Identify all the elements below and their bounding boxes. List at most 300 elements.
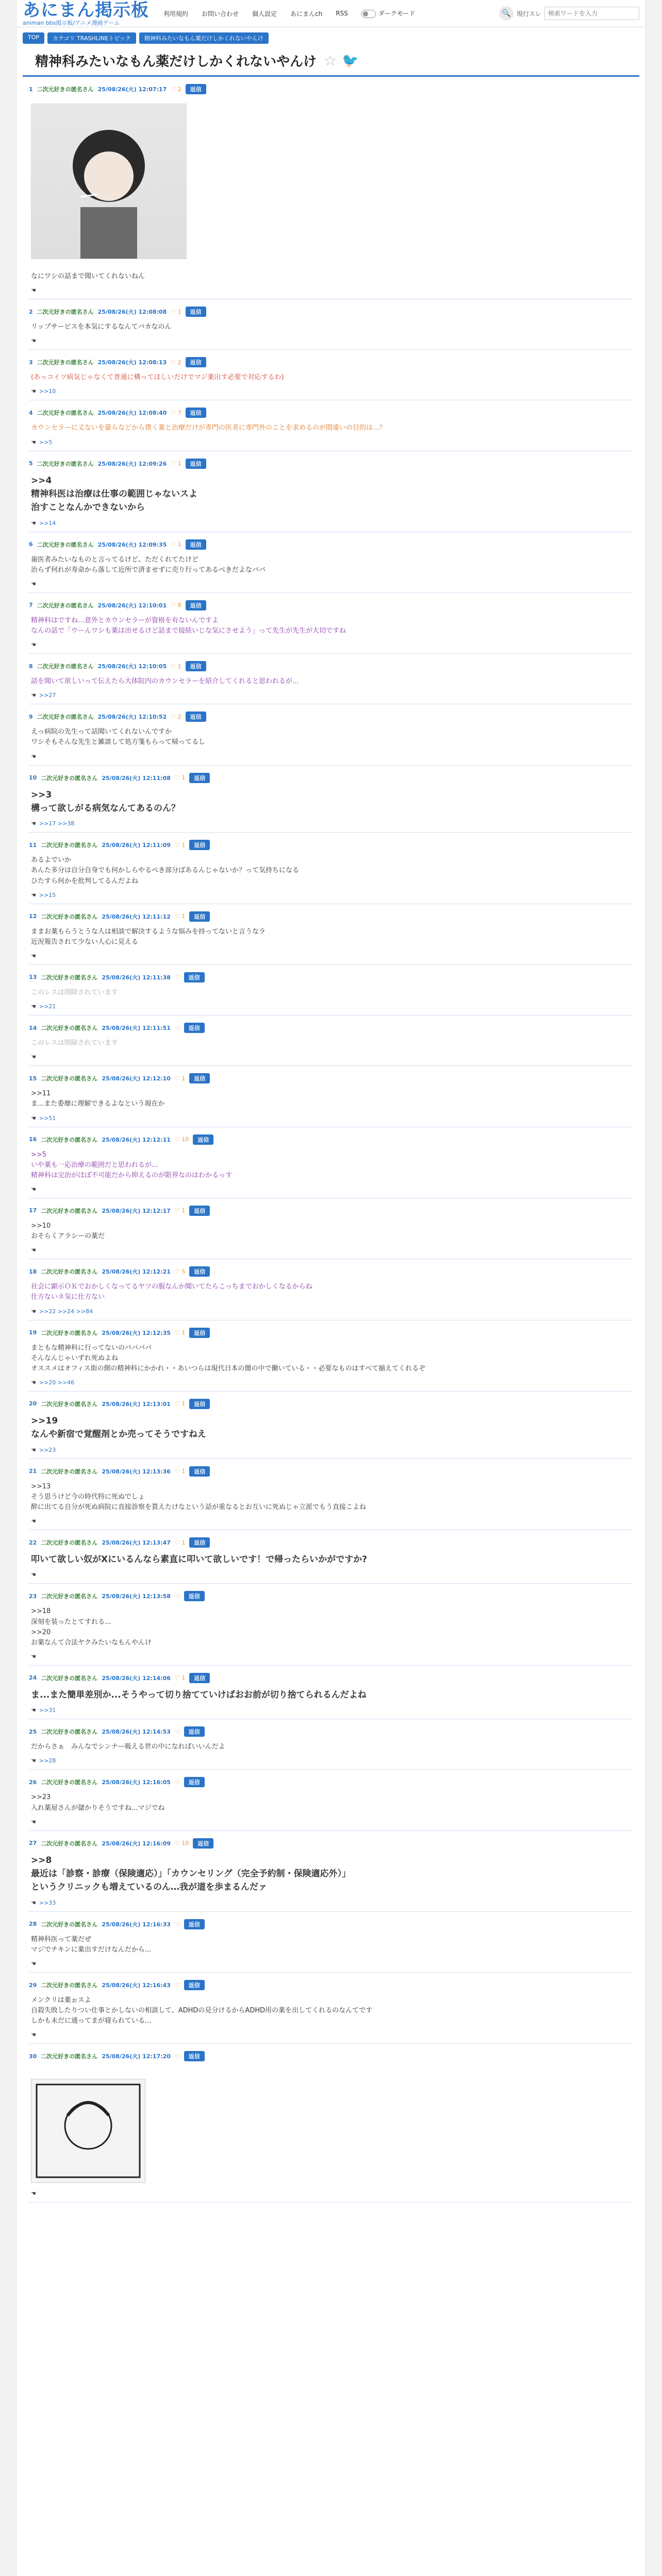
post-date: 25/08/26(火) 12:12:10: [102, 1075, 171, 1082]
like-icon[interactable]: ♡: [174, 1778, 180, 1786]
reply-button[interactable]: 返信: [186, 600, 206, 611]
post-date: 25/08/26(火) 12:10:05: [97, 663, 167, 670]
reply-hand-icon[interactable]: ☚: [31, 2031, 36, 2039]
post-footer: [29, 388, 633, 400]
post-number[interactable]: 18: [29, 1268, 37, 1275]
reply-hand-icon[interactable]: ☚: [31, 891, 36, 899]
post-meta: [29, 84, 633, 94]
reply-hand-icon[interactable]: ☚: [31, 753, 36, 760]
post-author: 二次元好きの匿名さん: [37, 541, 94, 548]
breadcrumb-top[interactable]: TOP: [23, 32, 44, 44]
post-number[interactable]: 1: [29, 86, 33, 93]
breadcrumb: [16, 27, 646, 49]
breadcrumb-category[interactable]: カテゴリ TRASHLINEトピック: [47, 32, 136, 44]
post-meta: [29, 1673, 633, 1683]
reply-hand-icon[interactable]: ☚: [31, 1003, 36, 1010]
post-date: 25/08/26(火) 12:11:12: [102, 913, 171, 920]
post: [29, 833, 633, 904]
post: [29, 532, 633, 593]
post-body: まともな精神科に行ってないのババババ そんなんじゃいずれ死ぬよね オススメはオフィス街の側の精神科にかかれ・・あいつらは現代日本の闇の中で働いている・・必要なものはすべて揃えてくれるぞ: [31, 1344, 426, 1372]
post-footer: [29, 753, 633, 765]
toggle-icon: [361, 10, 376, 18]
post-date: 25/08/26(火) 12:16:43: [102, 1982, 171, 1989]
post-number[interactable]: 29: [29, 1981, 37, 1989]
favorite-star-icon[interactable]: ☆: [324, 52, 337, 69]
like-icon[interactable]: ♡ 2: [171, 359, 181, 366]
post: [29, 965, 633, 1015]
post-author: 二次元好きの匿名さん: [37, 714, 94, 721]
post-author: 二次元好きの匿名さん: [41, 1329, 98, 1336]
like-icon[interactable]: ♡ 1: [171, 663, 181, 670]
post-date: 25/08/26(火) 12:14:06: [102, 1674, 171, 1682]
reply-button[interactable]: 返信: [184, 972, 205, 982]
reply-button[interactable]: 返信: [189, 1399, 210, 1409]
like-icon[interactable]: ♡ 2: [171, 713, 181, 720]
post-author: 二次元好きの匿名さん: [41, 913, 98, 920]
logo-title: あにまん掲示板: [23, 0, 149, 21]
like-icon[interactable]: ♡ 1: [174, 1329, 186, 1336]
post-number[interactable]: 20: [29, 1400, 37, 1408]
post-meta: [29, 1134, 633, 1145]
like-icon[interactable]: ♡: [174, 974, 180, 981]
reply-hand-icon[interactable]: ☚: [31, 1308, 36, 1315]
page: [16, 0, 646, 2576]
reply-hand-icon[interactable]: ☚: [31, 580, 36, 587]
reply-anchor-link[interactable]: >>27: [39, 692, 56, 699]
search-icon[interactable]: 🔍: [499, 6, 514, 21]
post-footer: [29, 1247, 633, 1259]
post-footer: [29, 287, 633, 299]
reply-hand-icon[interactable]: ☚: [31, 1899, 36, 1906]
post-number[interactable]: 11: [29, 841, 37, 849]
post-number[interactable]: 19: [29, 1329, 37, 1336]
post-number[interactable]: 30: [29, 2053, 37, 2060]
like-icon[interactable]: ♡ 1: [171, 541, 181, 548]
nav-terms[interactable]: 利用規約: [163, 10, 189, 18]
manga-panel-icon: [31, 2079, 145, 2182]
post-body: >>19 なんや新宿で覚醒剤とか売ってそうですねえ: [31, 1415, 206, 1440]
post-author: 二次元好きの匿名さん: [37, 460, 94, 467]
post-body: カウンセラーに丈ないを曇らなどから僕く薬と治療だけが専門の医者に専門外のことを求めるのが間違いの目的は...？: [31, 424, 386, 432]
post-footer: [29, 337, 633, 349]
like-icon[interactable]: ♡ 7: [171, 409, 181, 416]
reply-hand-icon[interactable]: ☚: [31, 1518, 36, 1525]
reply-button[interactable]: 返信: [189, 840, 210, 850]
post-number[interactable]: 14: [29, 1024, 37, 1031]
reply-hand-icon[interactable]: ☚: [31, 519, 36, 527]
post-author: 二次元好きの匿名さん: [37, 663, 94, 670]
reply-button[interactable]: 返信: [186, 307, 206, 317]
post: [29, 1259, 633, 1320]
like-icon[interactable]: ♡: [174, 1921, 180, 1928]
reply-hand-icon[interactable]: ☚: [31, 952, 36, 959]
reply-anchor-link[interactable]: >>17 >>38: [39, 820, 75, 827]
post-author: 二次元好きの匿名さん: [41, 842, 98, 849]
post-author: 二次元好きの匿名さん: [37, 410, 94, 417]
post-author: 二次元好きの匿名さん: [41, 1728, 98, 1736]
post-number[interactable]: 13: [29, 974, 37, 981]
like-icon[interactable]: ♡ 8: [171, 602, 181, 609]
reply-button[interactable]: 返信: [184, 1023, 205, 1033]
post-meta: [29, 773, 633, 783]
post-number[interactable]: 21: [29, 1468, 37, 1475]
post: [29, 766, 633, 833]
nav-rss[interactable]: RSS: [336, 10, 348, 17]
reply-anchor-link[interactable]: >>14: [39, 519, 56, 527]
like-icon[interactable]: ♡ 1: [171, 460, 181, 467]
post-date: 25/08/26(火) 12:13:47: [102, 1539, 171, 1547]
reply-button[interactable]: 返信: [186, 661, 206, 671]
post-body: >>11 ま...また委靡に理解できるよなという現在か: [31, 1090, 165, 1108]
site-logo[interactable]: [23, 2, 149, 26]
site-header: [16, 0, 646, 27]
post-body: >>8 最近は「診察・診療（保険適応）」「カウンセリング（完全予約制・保険適応外）」 というクリニックも増えているのん…我が道を歩まるんだァ: [31, 1855, 351, 1893]
post: [29, 1198, 633, 1259]
post-meta: [29, 2051, 633, 2061]
reply-button[interactable]: 返信: [186, 84, 206, 94]
post-footer: [29, 1054, 633, 1065]
reply-hand-icon[interactable]: ☚: [31, 1446, 36, 1453]
post-body: ま...また簡単差別か...そうやって切り捨てていけばおお前が切り捨てられるんだよね: [31, 1689, 367, 1700]
reply-hand-icon[interactable]: ☚: [31, 1653, 36, 1660]
like-icon[interactable]: ♡ 1: [174, 913, 186, 920]
reply-button[interactable]: 返信: [189, 911, 210, 922]
post-author: 二次元好きの匿名さん: [41, 1468, 98, 1475]
post-author: 二次元好きの匿名さん: [41, 1400, 98, 1408]
reply-anchor-link[interactable]: >>10: [39, 388, 56, 395]
reply-hand-icon[interactable]: ☚: [31, 438, 36, 446]
reply-button[interactable]: 返信: [186, 711, 206, 722]
post-date: 25/08/26(火) 12:13:01: [102, 1400, 171, 1408]
post-number[interactable]: 24: [29, 1674, 37, 1682]
post-body: >>5 いや薬も一応治療の範囲だと思われるが... 精神科は完治がほぼ不可能だから抑えるのが限界なのはわかるっす: [31, 1150, 233, 1179]
post-author: 二次元好きの匿名さん: [41, 774, 98, 782]
post: [29, 904, 633, 965]
post-author: 二次元好きの匿名さん: [41, 1982, 98, 1989]
post-number[interactable]: 6: [29, 541, 33, 548]
reply-button[interactable]: 返信: [186, 357, 206, 367]
post-number[interactable]: 8: [29, 663, 33, 670]
reply-button[interactable]: 返信: [193, 1838, 213, 1849]
post-meta: [29, 1266, 633, 1277]
reply-button[interactable]: 返信: [189, 1206, 210, 1216]
post-author: 二次元好きの匿名さん: [41, 1840, 98, 1847]
post-author: 二次元好きの匿名さん: [41, 1268, 98, 1276]
post-meta: [29, 1073, 633, 1083]
reply-hand-icon[interactable]: ☚: [31, 641, 36, 649]
post-meta: [29, 1206, 633, 1216]
nav-contact[interactable]: お問い合わせ: [202, 10, 239, 18]
reply-button[interactable]: 返信: [189, 1537, 210, 1548]
reply-hand-icon[interactable]: ☚: [31, 337, 36, 345]
post: [29, 1015, 633, 1066]
post-meta: [29, 408, 633, 418]
like-icon[interactable]: ♡: [174, 1981, 180, 1989]
post-date: 25/08/26(火) 12:12:35: [102, 1329, 171, 1336]
post-date: 25/08/26(火) 12:09:26: [97, 460, 167, 467]
reply-hand-icon[interactable]: ☚: [31, 1114, 36, 1122]
post-number[interactable]: 22: [29, 1539, 37, 1546]
like-icon[interactable]: ♡: [174, 1728, 180, 1735]
reply-button[interactable]: 返信: [189, 1073, 210, 1083]
reply-hand-icon[interactable]: ☚: [31, 692, 36, 699]
reply-button[interactable]: 返信: [184, 1591, 205, 1601]
post: [29, 451, 633, 532]
post-number[interactable]: 7: [29, 602, 33, 609]
post-meta: [29, 1328, 633, 1338]
like-icon[interactable]: ♡: [174, 1592, 180, 1600]
like-icon[interactable]: ♡ 1: [174, 1674, 186, 1682]
like-icon[interactable]: ♡ 5: [174, 1268, 186, 1275]
post-number[interactable]: 10: [29, 774, 37, 782]
post-footer: [29, 692, 633, 704]
reply-button[interactable]: 返信: [186, 408, 206, 418]
post-author: 二次元好きの匿名さん: [41, 1539, 98, 1547]
search-input[interactable]: [544, 7, 639, 20]
reply-anchor-link[interactable]: >>20 >>46: [39, 1379, 75, 1386]
reply-hand-icon[interactable]: ☚: [31, 1054, 36, 1061]
post-number[interactable]: 12: [29, 913, 37, 920]
like-icon[interactable]: ♡ 1: [174, 1075, 186, 1082]
post-meta: [29, 972, 633, 982]
post-body: メンクリは薬ぉスよ 自殺失敗したりつい仕事とかしないの相談して、ADHDの見分けるからADHD用の薬を出してくれるのなんてです しかも未だに通ってまが寝られている…: [31, 1996, 373, 2025]
post-footer: [29, 641, 633, 653]
like-icon[interactable]: ♡ 1: [171, 308, 181, 315]
like-icon[interactable]: ♡ 1: [174, 1207, 186, 1214]
post-footer: [29, 1757, 633, 1769]
post-author: 二次元好きの匿名さん: [41, 1025, 98, 1032]
like-icon[interactable]: ♡ 10: [174, 1136, 189, 1143]
post-footer: [29, 1571, 633, 1583]
post-body: 歯医者みたいなものと言ってるけど、ただくれてたけど 治らず何れが寿命から落して近所で済ませずに売り行ってあるべきだよなババ: [31, 555, 266, 574]
nav-animanch[interactable]: あにまんch: [290, 10, 323, 18]
post: [29, 2044, 633, 2202]
post-author: 二次元好きの匿名さん: [41, 1207, 98, 1214]
reply-button[interactable]: 返信: [184, 1919, 205, 1929]
post-footer: [29, 439, 633, 451]
post-meta: [29, 1537, 633, 1548]
post-meta: [29, 711, 633, 722]
post-author: 二次元好きの匿名さん: [41, 1779, 98, 1786]
reply-button[interactable]: 返信: [193, 1134, 213, 1145]
search-scope[interactable]: 現行スレ: [516, 10, 541, 18]
post: [29, 1912, 633, 1973]
post-footer: [29, 2190, 633, 2202]
post-footer: [29, 1518, 633, 1530]
post-meta: [29, 1466, 633, 1477]
post-author: 二次元好きの匿名さん: [41, 1593, 98, 1600]
post-date: 25/08/26(火) 12:12:17: [102, 1207, 171, 1214]
dark-mode-label: ダークモード: [378, 10, 416, 18]
reply-anchor-link[interactable]: >>15: [39, 891, 56, 899]
post-date: 25/08/26(火) 12:11:38: [102, 974, 171, 981]
post: [29, 299, 633, 350]
reply-button[interactable]: 返信: [184, 1777, 205, 1787]
post-number[interactable]: 15: [29, 1075, 37, 1082]
illustration-icon: [31, 104, 186, 259]
post-body: [29, 2061, 633, 2072]
reply-hand-icon[interactable]: ☚: [31, 287, 36, 294]
post: [29, 654, 633, 704]
reply-hand-icon[interactable]: ☚: [31, 1960, 36, 1968]
post-number[interactable]: 27: [29, 1840, 37, 1847]
post-image[interactable]: [31, 2079, 145, 2183]
post-footer: [29, 1003, 633, 1015]
reply-hand-icon[interactable]: ☚: [31, 1757, 36, 1765]
reply-hand-icon[interactable]: ☚: [31, 820, 36, 827]
post-date: 25/08/26(火) 12:09:35: [97, 541, 167, 548]
reply-hand-icon[interactable]: ☚: [31, 1818, 36, 1825]
post-author: 二次元好きの匿名さん: [37, 359, 94, 366]
post: [29, 1770, 633, 1831]
post-meta: [29, 1399, 633, 1409]
post: [29, 1066, 633, 1127]
post-author: 二次元好きの匿名さん: [41, 1136, 98, 1143]
reply-button[interactable]: 返信: [189, 773, 210, 783]
reply-anchor-link[interactable]: >>31: [39, 1707, 56, 1714]
post-body: 社会に顕示ＯＫでおかしくなってるヤツの服なんか聞いてたらこっちまでおかしくなるからね 仕方ないネ気に仕方ない: [31, 1283, 312, 1301]
post: [29, 593, 633, 654]
reply-hand-icon[interactable]: ☚: [31, 1379, 36, 1386]
reply-anchor-link[interactable]: >>51: [39, 1114, 56, 1122]
post-body: だからさぁ みんなでシンナー吸える世の中になればいいんだよ: [31, 1743, 225, 1751]
post-meta: [29, 911, 633, 922]
post-meta: [29, 661, 633, 671]
post-number[interactable]: 9: [29, 713, 33, 720]
post-body: >>3 構って欲しがる病気なんてあるのん？: [31, 789, 180, 814]
post-date: 25/08/26(火) 12:11:51: [102, 1025, 171, 1032]
post-number[interactable]: 16: [29, 1136, 37, 1143]
reply-anchor-link[interactable]: >>28: [39, 1757, 56, 1765]
post-footer: [29, 820, 633, 832]
post-body: えっ病院の先生って話聞いてくれないんですか ワシそもそんな先生と雑談して処方箋もらって帰ってるし: [31, 728, 206, 747]
reply-hand-icon[interactable]: ☚: [31, 1571, 36, 1579]
reply-button[interactable]: 返信: [189, 1328, 210, 1338]
post-meta: [29, 600, 633, 611]
post-meta: [29, 1777, 633, 1787]
post-author: 二次元好きの匿名さん: [41, 1674, 98, 1682]
post-number[interactable]: 5: [29, 460, 33, 467]
post-meta: [29, 307, 633, 317]
twitter-share-icon[interactable]: 🐦: [342, 53, 359, 69]
like-icon[interactable]: ♡: [174, 1024, 180, 1031]
post-number[interactable]: 25: [29, 1728, 37, 1735]
reply-hand-icon[interactable]: ☚: [31, 1707, 36, 1714]
post-date: 25/08/26(火) 12:11:08: [102, 774, 171, 782]
nav-settings[interactable]: 個人設定: [252, 10, 277, 18]
reply-button[interactable]: 返信: [184, 1980, 205, 1990]
post-body: 精神科はですね…意外とカウンセラーが資格を有ないんですよ なんの話で「ウーんワシも薬は出せるけど話まで接続いじな気にさせよう」って先生が先生が大切ですね: [31, 616, 346, 635]
reply-anchor-link[interactable]: >>5: [39, 438, 53, 446]
reply-hand-icon[interactable]: ☚: [31, 388, 36, 395]
post-date: 25/08/26(火) 12:16:05: [102, 1779, 171, 1786]
post-date: 25/08/26(火) 12:07:17: [97, 86, 167, 93]
post-body: あるよでいか あんた多分は自分自身でも何かしらやるべき部分ばあるんじゃないか？って気持ちになる ひたすら何かを批判してるんだよね: [31, 856, 300, 885]
reply-button[interactable]: 返信: [189, 1466, 210, 1477]
post-date: 25/08/26(火) 12:16:09: [102, 1840, 171, 1847]
dark-mode-toggle[interactable]: [361, 9, 416, 18]
post-date: 25/08/26(火) 12:12:21: [102, 1268, 171, 1276]
reply-button[interactable]: 返信: [189, 1673, 210, 1683]
post: [29, 1584, 633, 1666]
like-icon[interactable]: ♡ 1: [174, 1468, 186, 1475]
post-meta: [29, 840, 633, 850]
reply-anchor-link[interactable]: >>33: [39, 1899, 56, 1906]
post: [29, 350, 633, 400]
like-icon[interactable]: ♡ 10: [174, 1840, 189, 1847]
post-date: 25/08/26(火) 12:13:36: [102, 1468, 171, 1475]
reply-hand-icon[interactable]: ☚: [31, 1185, 36, 1193]
reply-anchor-link[interactable]: >>23: [39, 1446, 56, 1453]
logo-subtitle: animan bbs掲示板/アニメ漫画ゲーム: [23, 19, 120, 26]
post: [29, 1459, 633, 1530]
post-author: 二次元好きの匿名さん: [41, 1921, 98, 1928]
post-body: リップサービスを本気にするなんてバカなのん: [31, 323, 172, 331]
post-body: 話を聞いて欲しいって伝えたら大体院内のカウンセラーを紹介してくれると思われるが...: [31, 677, 299, 686]
like-icon[interactable]: ♡ 1: [174, 1400, 186, 1408]
post-number[interactable]: 23: [29, 1592, 37, 1600]
reply-button[interactable]: 返信: [184, 2051, 205, 2061]
post-body: 叩いて欲しい奴がXにいるんなら素直に叩いて欲しいです！で帰ったらいかがですか?: [31, 1554, 367, 1565]
reply-button[interactable]: 返信: [184, 1726, 205, 1737]
post-footer: [29, 1447, 633, 1459]
reply-hand-icon[interactable]: ☚: [31, 2190, 36, 2197]
post-date: 25/08/26(火) 12:16:33: [102, 1921, 171, 1928]
like-icon[interactable]: ♡ 1: [174, 774, 186, 782]
reply-button[interactable]: 返信: [189, 1266, 210, 1277]
like-icon[interactable]: ♡ 2: [171, 86, 181, 93]
post-date: 25/08/26(火) 12:08:40: [97, 410, 167, 417]
post-body: >>18 深刻を装ったとてすれる... >>20 お薬なんて合法ヤクみたいなもんやんけ: [31, 1607, 152, 1647]
header-nav: [163, 9, 415, 18]
post-date: 25/08/26(火) 12:17:20: [102, 2053, 171, 2060]
post-number[interactable]: 2: [29, 308, 33, 315]
reply-button[interactable]: 返信: [186, 459, 206, 469]
post-number[interactable]: 4: [29, 409, 33, 416]
post-number[interactable]: 3: [29, 359, 33, 366]
post-number[interactable]: 28: [29, 1921, 37, 1928]
post-image[interactable]: [31, 104, 187, 259]
post-body: このレスは削除されています: [31, 988, 118, 996]
post-date: 25/08/26(火) 12:11:09: [102, 842, 171, 849]
breadcrumb-thread[interactable]: 精神科みたいなもん薬だけしかくれないやんけ: [139, 32, 269, 44]
post-body: >>4 精神科医は治療は仕事の範囲じゃないスよ 治すことなんかできないから: [31, 475, 197, 513]
post-meta: [29, 1726, 633, 1737]
post-number[interactable]: 26: [29, 1778, 37, 1786]
post: [29, 77, 633, 299]
like-icon[interactable]: ♡ 1: [174, 1539, 186, 1546]
post-number[interactable]: 17: [29, 1207, 37, 1214]
reply-anchor-link[interactable]: >>21: [39, 1003, 56, 1010]
reply-hand-icon[interactable]: ☚: [31, 1247, 36, 1254]
post: [29, 1530, 633, 1584]
post: [29, 400, 633, 451]
post-author: 二次元好きの匿名さん: [37, 86, 94, 93]
post-author: 二次元好きの匿名さん: [37, 309, 94, 316]
post-meta: [29, 1919, 633, 1929]
post-body: >>23 入れ薬屋さんが儲かりそうですね...マジでね: [31, 1793, 165, 1812]
post-date: 25/08/26(火) 12:13:58: [102, 1593, 171, 1600]
like-icon[interactable]: ♡ 1: [174, 841, 186, 849]
post-meta: [29, 1591, 633, 1601]
thread-title-row: [23, 49, 639, 77]
post-footer: [29, 1960, 633, 1972]
post: [29, 704, 633, 765]
reply-button[interactable]: 返信: [186, 539, 206, 550]
post-body: ままお薬もらうとうな人は相談で解決するような悩みを持ってないと言うなラ 近況報告されて少ない人心に見える: [31, 927, 266, 946]
reply-anchor-link[interactable]: >>22 >>24 >>84: [39, 1308, 93, 1315]
like-icon[interactable]: ♡: [174, 2053, 180, 2060]
